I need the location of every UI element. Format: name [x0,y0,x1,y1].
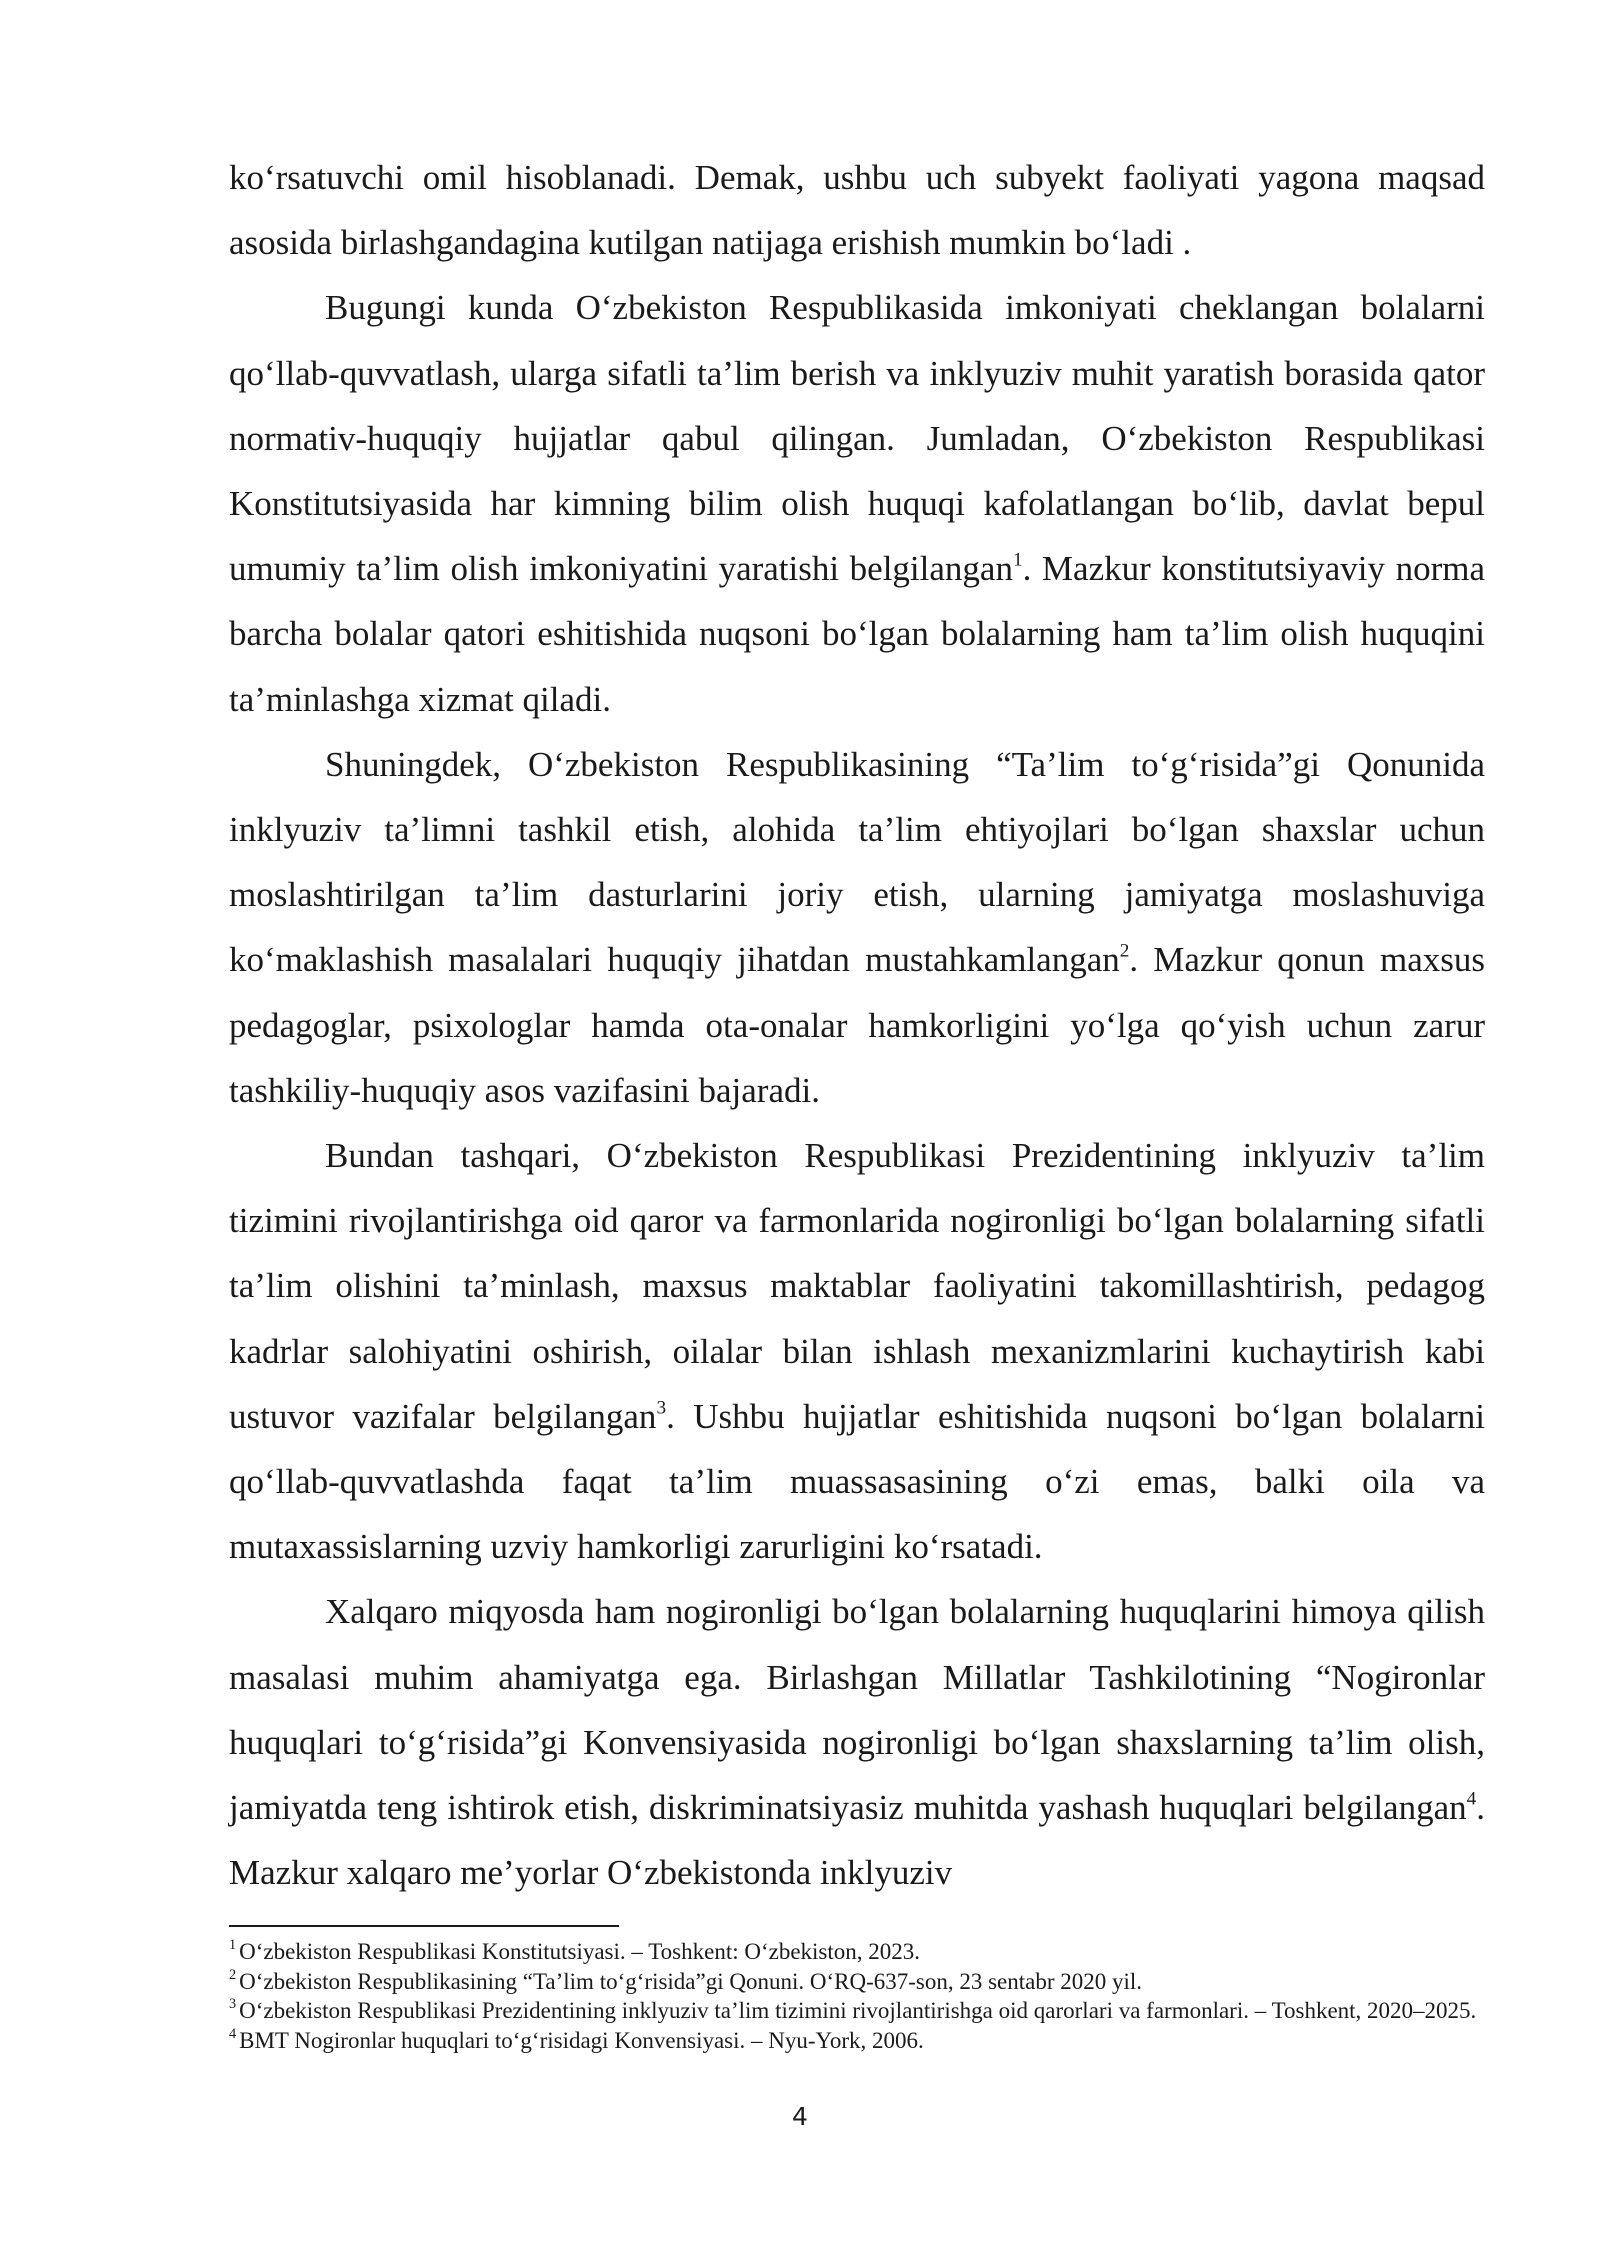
paragraph-text: ko‘rsatuvchi omil hisoblanadi. Demak, ushbu uch subyekt faoliyati yagona maqsad asosida birlashgandagina kutilgan natijaga erishish mumkin bo‘ladi . [229,158,1485,263]
body-text [229,145,1485,1905]
paragraph-text: Shuningdek, O‘zbekiston Respublikasining “Ta’lim to‘g‘risida”gi Qonunida inklyuziv ta’limni tashkil etish, alohida ta’lim ehtiyojlari bo‘lgan shaxslar uchun moslashtirilgan ta’lim dasturlarini joriy etish, ularning jamiyatga moslashuviga ko‘maklashish masalalari huquqiy jihatdan mustahkamlangan [229,744,1485,980]
footnote-number: 2 [229,1966,237,1983]
footnote [229,1997,1485,2025]
footnote-separator [229,1925,619,1927]
footnote [229,1938,1485,1966]
footnotes [229,1938,1485,2056]
paragraph-text: Xalqaro miqyosda ham nogironligi bo‘lgan bolalarning huquqlarini himoya qilish masalasi muhim ahamiyatga ega. Birlashgan Millatlar Tashkilotining “Nogironlar huquqlari to‘g‘risida”gi Konvensiyasida nogironligi bo‘lgan shaxslarning ta’lim olish, jamiyatda teng ishtirok etish, diskriminatsiyasiz muhitda yashash huquqlari belgilangan [229,1592,1485,1828]
footnote-text: O‘zbekiston Respublikasi Konstitutsiyasi. – Toshkent: O‘zbekiston, 2023. [239,1939,921,1964]
paragraph-text: . Mazkur qonun maxsus pedagoglar, psixologlar hamda ota-onalar hamkorligini yo‘lga qo‘yish uchun zarur tashkiliy-huquqiy asos vazifasini bajaradi. [229,940,1485,1110]
paragraph [229,1123,1485,1579]
footnote-text: O‘zbekiston Respublikasi Prezidentining inklyuziv ta’lim tizimini rivojlantirishga oid qarorlari va farmonlari. – Toshkent, 2020–2025. [239,1998,1477,2023]
footnote-reference: 4 [1466,1788,1477,1810]
paragraph [229,1579,1485,1905]
paragraph-text: Bugungi kunda O‘zbekiston Respublikasida imkoniyati cheklangan bolalarni qo‘llab-quvvatlash, ularga sifatli ta’lim berish va inklyuziv muhit yaratish borasida qator normativ-huquqiy hujjatlar qabul qilingan. Jumladan, O‘zbekiston Respublikasi Konstitutsiyasida har kimning bilim olish huquqi kafolatlangan bo‘lib, davlat bepul umumiy ta’lim olish imkoniyatini yaratishi belgilangan [229,288,1485,589]
footnote-number: 1 [229,1937,237,1954]
paragraph-text: Bundan tashqari, O‘zbekiston Respublikasi Prezidentining inklyuziv ta’lim tizimini rivojlantirishga oid qaror va farmonlarida nogironligi bo‘lgan bolalarning sifatli ta’lim olishini ta’minlash, maxsus maktablar faoliyatini takomillashtirish, pedagog kadrlar salohiyatini oshirish, oilalar bilan ishlash mexanizmlarini kuchaytirish kabi ustuvor vazifalar belgilangan [229,1136,1485,1436]
footnote-text: O‘zbekiston Respublikasining “Ta’lim to‘g‘risida”gi Qonuni. O‘RQ-637-son, 23 sentabr 2020 yil. [239,1968,1143,1994]
paragraph-text: . Mazkur konstitutsiyaviy norma barcha bolalar qatori eshitishida nuqsoni bo‘lgan bolalarning ham ta’lim olish huquqini ta’minlashga xizmat qiladi. [229,549,1485,719]
page-number: 4 [792,2102,808,2131]
footnote-number: 3 [229,1996,237,2013]
paragraph [229,732,1485,1123]
paragraph [229,145,1485,275]
footnote [229,2027,1485,2055]
footnote-text: BMT Nogironlar huquqlari to‘g‘risidagi Konvensiyasi. – Nyu-York, 2006. [239,2027,924,2053]
paragraph [229,275,1485,731]
footnote-reference: 3 [656,1397,667,1419]
footnote-number: 4 [229,2025,237,2042]
paragraph-text: . Mazkur xalqaro me’yorlar O‘zbekistonda inklyuziv [229,1788,1485,1893]
footnote-reference: 1 [1012,549,1023,571]
paragraph-text: . Ushbu hujjatlar eshitishida nuqsoni bo‘lgan bolalarni qo‘llab-quvvatlashda faqat ta’lim muassasasining o‘zi emas, balki oila va mutaxassislarning uzviy hamkorligi zarurligini ko‘rsatadi. [229,1396,1485,1567]
footnote [229,1968,1485,1996]
footnote-reference: 2 [1119,941,1130,962]
